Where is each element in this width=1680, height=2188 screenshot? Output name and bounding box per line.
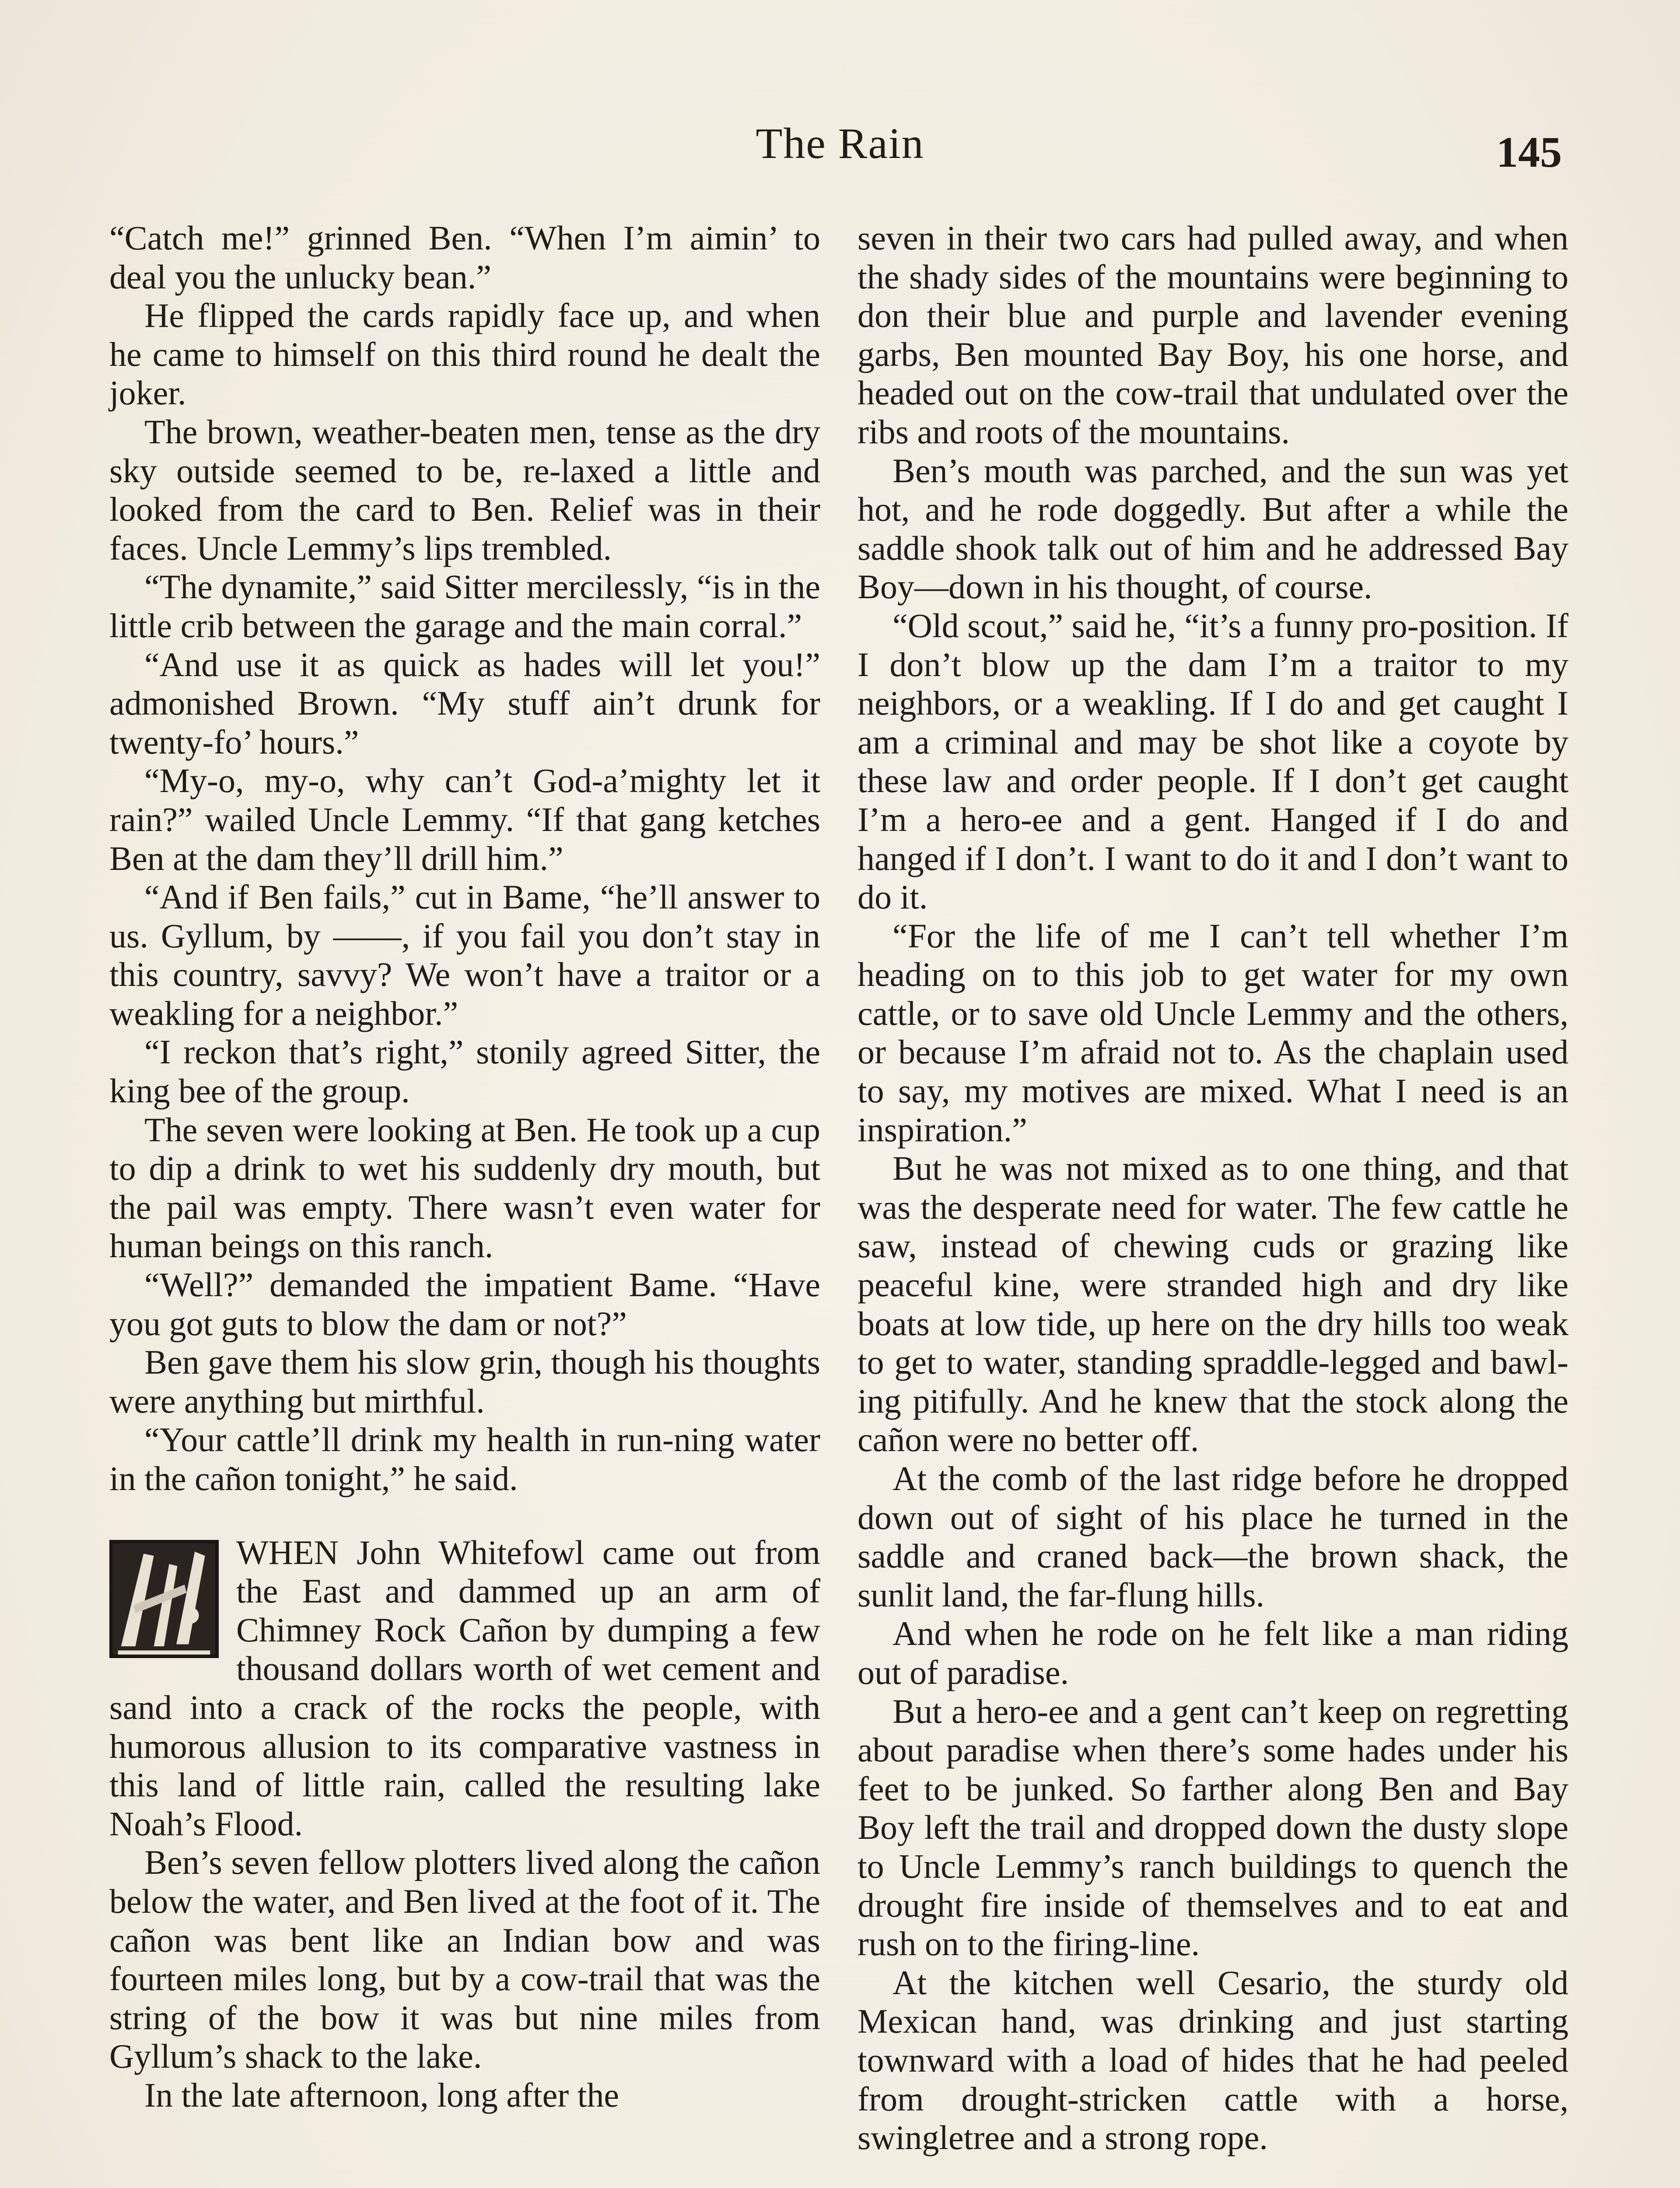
section-break	[109, 1498, 820, 1533]
paragraph: But a hero-ee and a gent can’t keep on regretting about paradise when there’s some hades under his feet to be junked. So farther along Ben and Bay Boy left the trail and dropped down the dusty slope to Uncle Lemmy’s ranch buildings to quench the drought fire inside of themselves and to eat and rush on to the firing-line.	[858, 1692, 1568, 1963]
paragraph: “And if Ben fails,” cut in Bame, “he’ll answer to us. Gyllum, by ——, if you fail you don’t stay in this country, savvy? We won’t have a traitor or a weakling for a neighbor.”	[109, 878, 820, 1032]
paragraph: The brown, weather-beaten men, tense as the dry sky outside seemed to be, re-laxed a little and looked from the card to Ben. Relief was in their faces. Uncle Lemmy’s lips trembled.	[109, 412, 820, 567]
paragraph: “I reckon that’s right,” stonily agreed Sitter, the king bee of the group.	[109, 1033, 820, 1110]
paragraph: “Catch me!” grinned Ben. “When I’m aimin’ to deal you the unlucky bean.”	[109, 219, 820, 296]
running-title: The Rain	[756, 119, 924, 168]
paragraph: The seven were looking at Ben. He took up a cup to dip a drink to wet his suddenly dry mouth, but the pail was empty. There wasn’t even water for human beings on this ranch.	[109, 1110, 820, 1265]
dropcap-paragraph: WHEN John Whitefowl came out from the East and dammed up an arm of Chimney Rock Cañon by dumping a few thousand dollars worth of wet cement and sand into a crack of the rocks the people, with humorous allusion to its comparative vastness in this land of little rain, called the resulting lake Noah’s Flood.	[109, 1533, 820, 1843]
paragraph: “Your cattle’ll drink my health in run-ning water in the cañon tonight,” he said.	[109, 1420, 820, 1497]
paragraph: At the kitchen well Cesario, the sturdy old Mexican hand, was drinking and just starting townward with a load of hides that he had peeled from drought-stricken cattle with a horse, swingletree and a strong rope.	[858, 1963, 1568, 2157]
decorative-initial-woodcut	[109, 1540, 219, 1658]
left-column	[109, 219, 820, 2115]
paragraph: “For the life of me I can’t tell whether I’m heading on to this job to get water for my own cattle, or to save old Uncle Lemmy and the others, or because I’m afraid not to. As the chaplain used to say, my motives are mixed. What I need is an inspiration.”	[858, 916, 1568, 1149]
paragraph: And when he rode on he felt like a man riding out of paradise.	[858, 1614, 1568, 1691]
page-number: 145	[1496, 128, 1562, 176]
woodcut-illustration-icon	[113, 1543, 215, 1655]
paragraph: “And use it as quick as hades will let you!” admonished Brown. “My stuff ain’t drunk for twenty-fo’ hours.”	[109, 645, 820, 761]
paragraph: But he was not mixed as to one thing, and that was the desperate need for water. The few cattle he saw, instead of chewing cuds or grazing like peaceful kine, were stranded high and dry like boats at low tide, up here on the dry hills too weak to get to water, standing spraddle-legged and bawl-ing pitifully. And he knew that the stock along the cañon were no better off.	[858, 1149, 1568, 1459]
right-column	[858, 219, 1568, 2157]
paragraph: Ben’s mouth was parched, and the sun was yet hot, and he rode doggedly. But after a while the saddle shook talk out of him and he addressed Bay Boy—down in his thought, of course.	[858, 451, 1568, 606]
paragraph: “My-o, my-o, why can’t God-a’mighty let it rain?” wailed Uncle Lemmy. “If that gang ketches Ben at the dam they’ll drill him.”	[109, 761, 820, 877]
paragraph: At the comb of the last ridge before he dropped down out of sight of his place he turned in the saddle and craned back—the brown shack, the sunlit land, the far-flung hills.	[858, 1459, 1568, 1614]
paragraph: Ben’s seven fellow plotters lived along the cañon below the water, and Ben lived at the foot of it. The cañon was bent like an Indian bow and was fourteen miles long, but by a cow-trail that was the string of the bow it was but nine miles from Gyllum’s shack to the lake.	[109, 1843, 820, 2076]
paragraph: “The dynamite,” said Sitter mercilessly, “is in the little crib between the garage and the main corral.”	[109, 568, 820, 645]
paragraph: He flipped the cards rapidly face up, and when he came to himself on this third round he dealt the joker.	[109, 296, 820, 412]
paragraph: “Well?” demanded the impatient Bame. “Have you got guts to blow the dam or not?”	[109, 1266, 820, 1343]
paragraph: Ben gave them his slow grin, though his thoughts were anything but mirthful.	[109, 1343, 820, 1420]
paragraph: seven in their two cars had pulled away, and when the shady sides of the mountains were beginning to don their blue and purple and lavender evening garbs, Ben mounted Bay Boy, his one horse, and headed out on the cow-trail that undulated over the ribs and roots of the mountains.	[858, 219, 1568, 451]
paragraph: In the late afternoon, long after the	[144, 2076, 620, 2114]
paragraph: “Old scout,” said he, “it’s a funny pro-position. If I don’t blow up the dam I’m a traitor to my neighbors, or a weakling. If I do and get caught I am a criminal and may be shot like a coyote by these law and order people. If I don’t get caught I’m a hero-ee and a gent. Hanged if I do and hanged if I don’t. I want to do it and I don’t want to do it.	[858, 606, 1568, 916]
